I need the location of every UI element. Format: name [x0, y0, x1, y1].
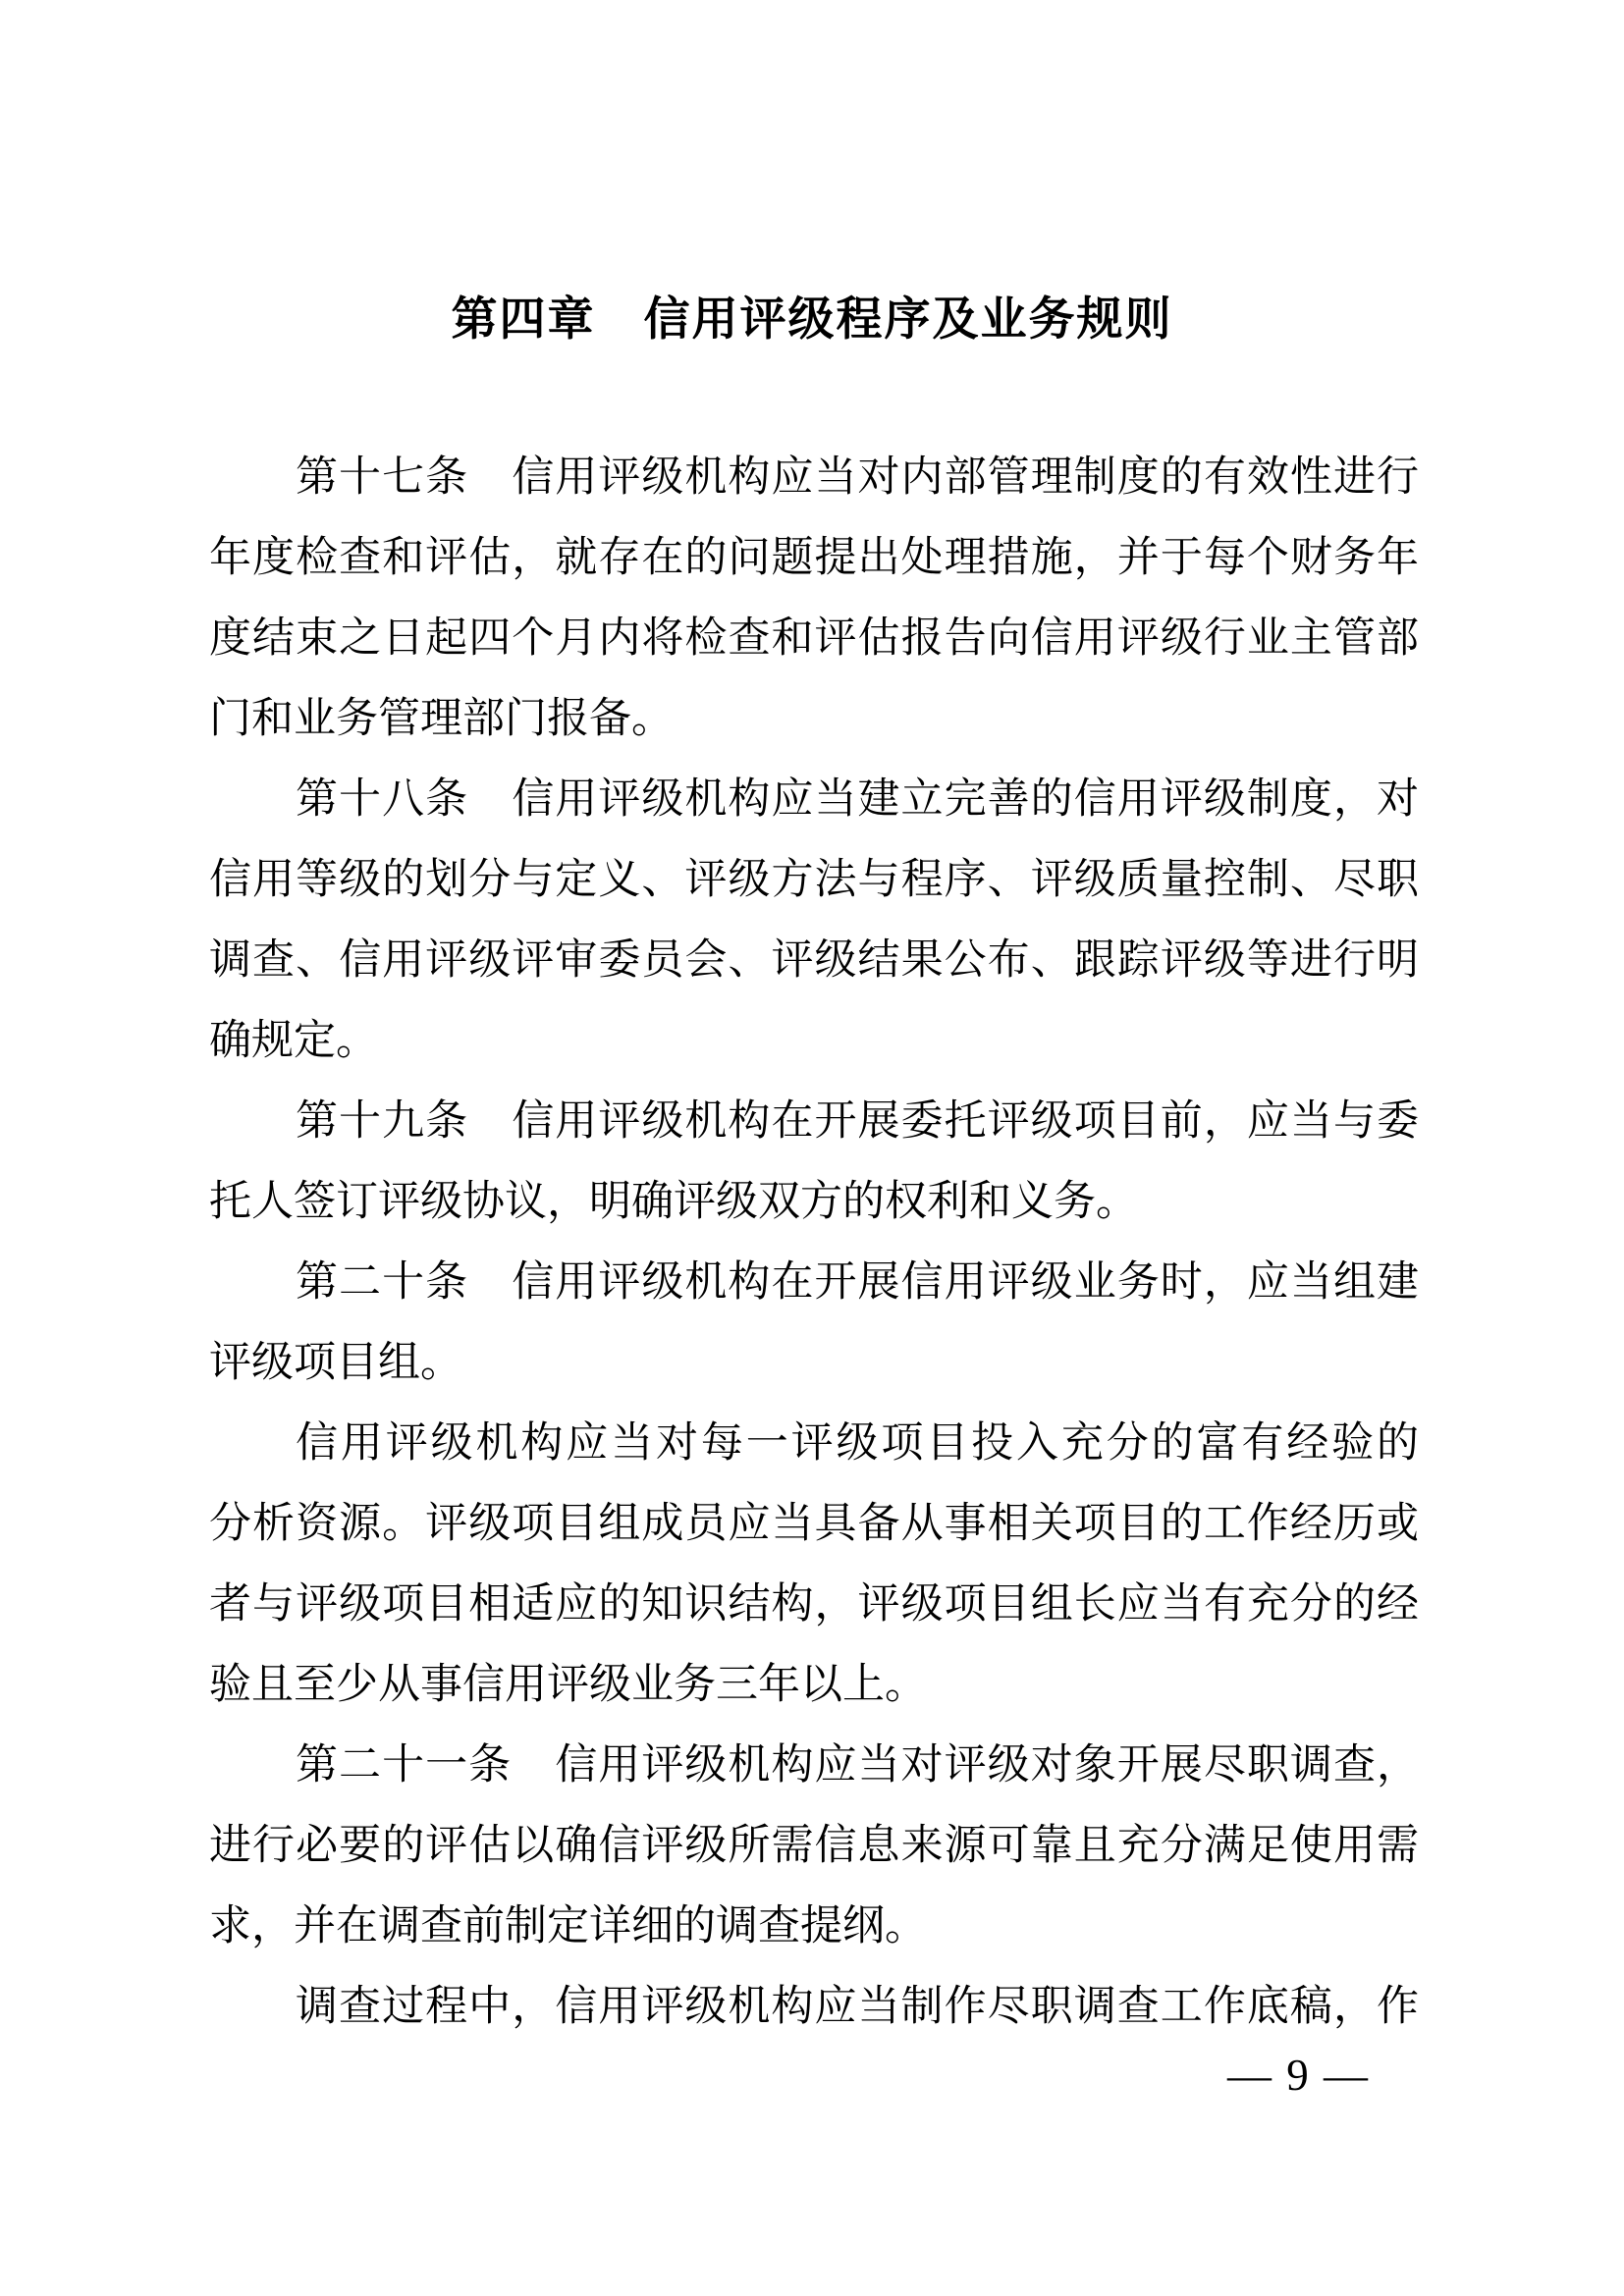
chapter-title: 第四章 信用评级程序及业务规则: [451, 293, 1173, 345]
text-line: 者与评级项目相适应的知识结构，评级项目组长应当有充分的经: [209, 1581, 1419, 1628]
text-line: 信用等级的划分与定义、评级方法与程序、评级质量控制、尽职: [209, 857, 1419, 903]
page-number: — 9 —: [1227, 2051, 1370, 2100]
text-line: 门和业务管理部门报备。: [209, 696, 674, 742]
text-line: 托人签订评级协议，明确评级双方的权利和义务。: [209, 1179, 1138, 1225]
document-body: [209, 438, 1419, 2048]
text-line: 调查过程中，信用评级机构应当制作尽职调查工作底稿，作: [296, 1984, 1419, 2030]
text-line: 第二十条 信用评级机构在开展信用评级业务时，应当组建: [296, 1259, 1419, 1306]
text-line: 度结束之日起四个月内将检查和评估报告向信用评级行业主管部: [209, 615, 1419, 662]
text-line: 进行必要的评估以确信评级所需信息来源可靠且充分满足使用需: [209, 1823, 1419, 1869]
text-line: 年度检查和评估，就存在的问题提出处理措施，并于每个财务年: [209, 535, 1419, 581]
text-line: 第十七条 信用评级机构应当对内部管理制度的有效性进行: [296, 454, 1419, 501]
text-line: 第二十一条 信用评级机构应当对评级对象开展尽职调查，: [296, 1742, 1419, 1789]
text-line: 验且至少从事信用评级业务三年以上。: [209, 1662, 927, 1708]
text-line: 分析资源。评级项目组成员应当具备从事相关项目的工作经历或: [209, 1501, 1419, 1547]
text-line: 第十八条 信用评级机构应当建立完善的信用评级制度，对: [296, 776, 1419, 823]
text-line: 信用评级机构应当对每一评级项目投入充分的富有经验的: [296, 1420, 1419, 1467]
text-line: 调查、信用评级评审委员会、评级结果公布、跟踪评级等进行明: [209, 937, 1419, 984]
text-line: 确规定。: [209, 1018, 378, 1064]
text-line: 评级项目组。: [209, 1340, 462, 1386]
text-line: 第十九条 信用评级机构在开展委托评级项目前，应当与委: [296, 1098, 1419, 1145]
text-line: 求，并在调查前制定详细的调查提纲。: [209, 1903, 927, 1949]
